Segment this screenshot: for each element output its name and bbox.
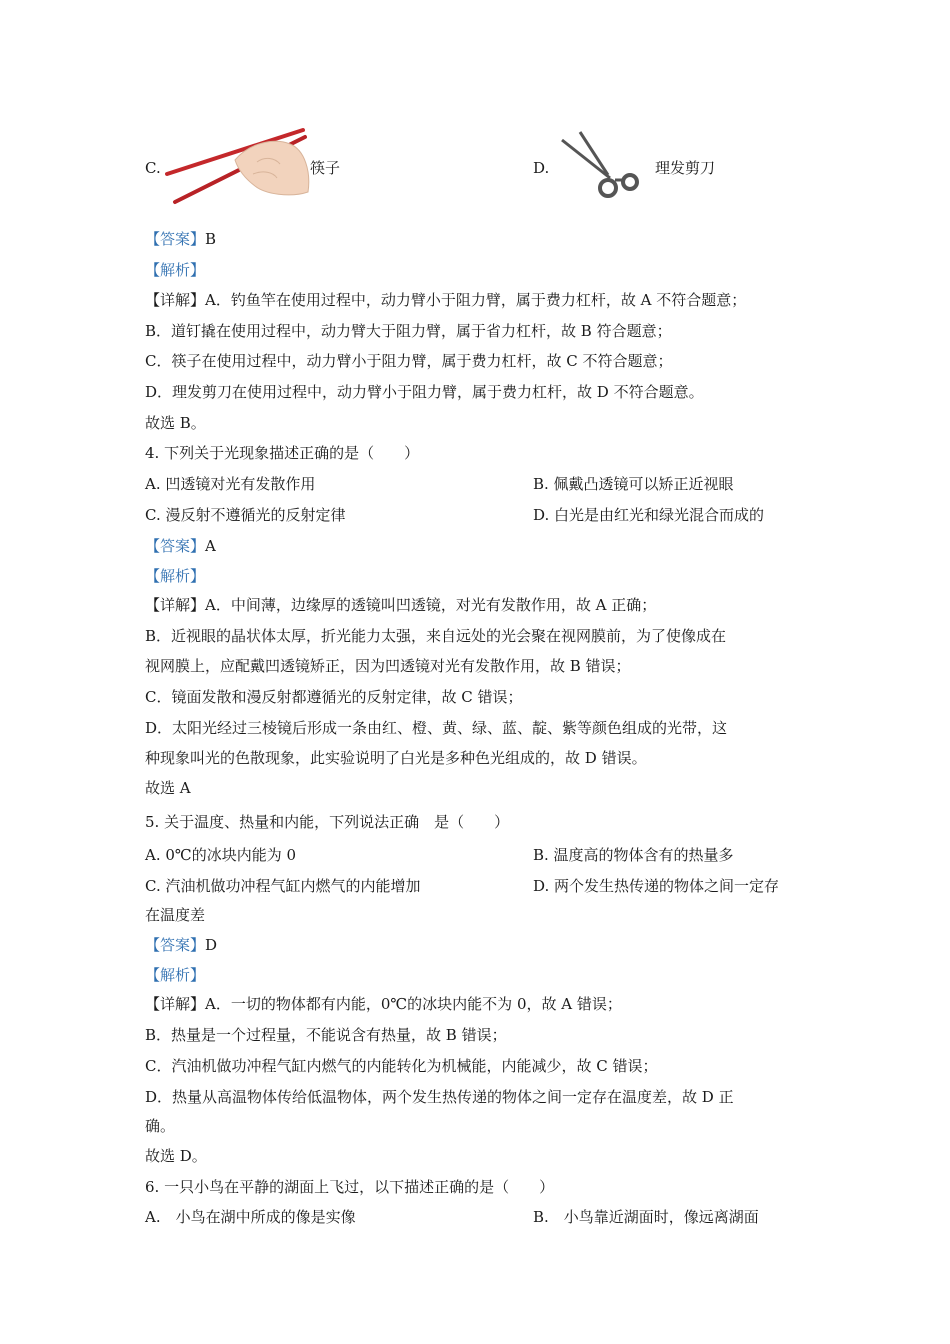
q5-option-d: D. 两个发生热传递的物体之间一定存 [533, 877, 780, 895]
q6-option-a: A. 小鸟在湖中所成的像是实像 [145, 1208, 356, 1226]
q3-detail-line-3: C．筷子在使用过程中，动力臂小于阻力臂，属于费力杠杆，故 C 不符合题意； [145, 352, 673, 370]
q4-answer-line [145, 536, 216, 556]
q5-detail-line-5: 确。 [145, 1117, 176, 1135]
q4-detail-line-2: B．近视眼的晶状体太厚，折光能力太强，来自远处的光会聚在视网膜前，为了使像成在 [145, 627, 727, 645]
analysis-tag: 【解析】 [145, 966, 206, 984]
detail-text: A．一切的物体都有内能，0℃的冰块内能不为 0，故 A 错误； [205, 995, 622, 1013]
q6-option-b: B. 小鸟靠近湖面时，像远离湖面 [533, 1208, 759, 1226]
q4-detail-line-1 [145, 595, 656, 615]
q3-detail-line-1 [145, 290, 746, 310]
q4-option-b: B. 佩戴凸透镜可以矫正近视眼 [533, 475, 734, 493]
answer-value: A [205, 537, 216, 555]
q4-detail-line-4: C．镜面发散和漫反射都遵循光的反射定律，故 C 错误； [145, 688, 523, 706]
answer-tag: 【答案】 [145, 936, 206, 954]
q4-question: 4. 下列关于光现象描述正确的是（ ） [145, 444, 420, 462]
q4-option-d: D. 白光是由红光和绿光混合而成的 [533, 506, 765, 524]
q4-option-c: C. 漫反射不遵循光的反射定律 [145, 506, 346, 524]
q3-detail-line-4: D．理发剪刀在使用过程中，动力臂小于阻力臂，属于费力杠杆，故 D 不符合题意。 [145, 383, 704, 401]
q5-detail-line-1 [145, 994, 622, 1014]
q4-option-a: A. 凹透镜对光有发散作用 [145, 475, 316, 493]
scissors-image [560, 130, 645, 205]
q4-detail-line-6: 种现象叫光的色散现象，此实验说明了白光是多种色光组成的，故 D 错误。 [145, 749, 647, 767]
answer-value: D [205, 936, 218, 954]
q3-option-d-label: 理发剪刀 [655, 159, 716, 177]
detail-tag: 【详解】 [145, 596, 206, 614]
q3-option-c-letter: C. [145, 159, 161, 177]
q5-question: 5. 关于温度、热量和内能，下列说法正确 是（ ） [145, 813, 510, 831]
q5-option-c: C. 汽油机做功冲程气缸内燃气的内能增加 [145, 877, 421, 895]
detail-text: A．中间薄，边缘厚的透镜叫凹透镜，对光有发散作用，故 A 正确； [205, 596, 657, 614]
q4-detail-line-3: 视网膜上，应配戴凹透镜矫正，因为凹透镜对光有发散作用，故 B 错误； [145, 657, 631, 675]
detail-tag: 【详解】 [145, 291, 206, 309]
q5-detail-line-4: D．热量从高温物体传给低温物体，两个发生热传递的物体之间一定存在温度差，故 D 正 [145, 1088, 734, 1106]
answer-tag: 【答案】 [145, 537, 206, 555]
q5-conclusion: 故选 D。 [145, 1147, 207, 1165]
q4-detail-line-5: D．太阳光经过三棱镜后形成一条由红、橙、黄、绿、蓝、靛、紫等颜色组成的光带，这 [145, 719, 728, 737]
chopsticks-image [165, 122, 310, 207]
answer-value: B [205, 230, 217, 248]
q4-conclusion: 故选 A [145, 779, 191, 797]
detail-tag: 【详解】 [145, 995, 206, 1013]
analysis-tag: 【解析】 [145, 567, 206, 585]
q5-option-b: B. 温度高的物体含有的热量多 [533, 846, 734, 864]
analysis-tag: 【解析】 [145, 261, 206, 279]
q3-option-d-letter: D. [533, 159, 550, 177]
answer-tag: 【答案】 [145, 230, 206, 248]
q5-answer-line [145, 935, 217, 955]
q3-answer-line [145, 229, 216, 249]
q5-detail-line-3: C．汽油机做功冲程气缸内燃气的内能转化为机械能，内能减少，故 C 错误； [145, 1057, 658, 1075]
q5-detail-line-2: B．热量是一个过程量，不能说含有热量，故 B 错误； [145, 1026, 507, 1044]
q3-conclusion: 故选 B。 [145, 414, 206, 432]
scissors-icon [562, 132, 637, 196]
q5-option-d-continued: 在温度差 [145, 906, 206, 924]
detail-text: A．钓鱼竿在使用过程中，动力臂小于阻力臂，属于费力杠杆，故 A 不符合题意； [205, 291, 747, 309]
q3-option-c-label: 筷子 [310, 159, 341, 177]
q3-detail-line-2: B．道钉撬在使用过程中，动力臂大于阻力臂，属于省力杠杆，故 B 符合题意； [145, 322, 672, 340]
chopsticks-icon [167, 130, 309, 202]
q6-question: 6. 一只小鸟在平静的湖面上飞过，以下描述正确的是（ ） [145, 1178, 555, 1196]
q5-option-a: A. 0℃的冰块内能为 0 [145, 846, 297, 864]
